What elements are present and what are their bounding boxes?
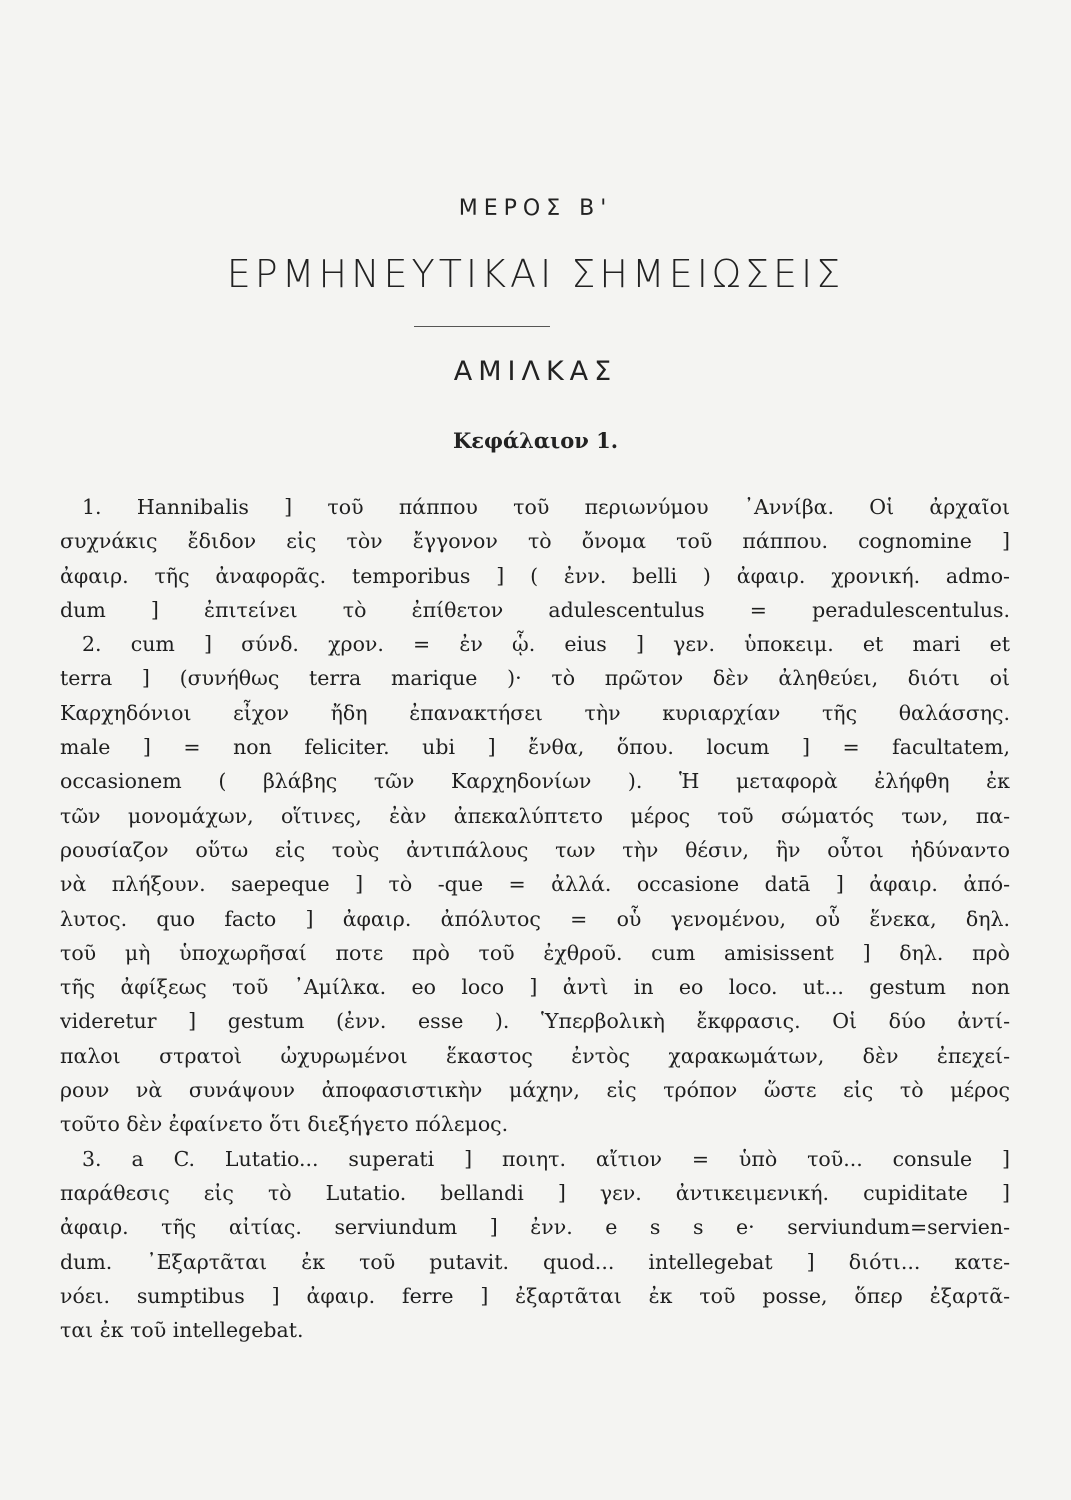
text-line: 2. cum ] σύνδ. χρον. = ἐν ᾧ. eius ] γεν. ὑποκειμ. et mari et [82, 632, 1010, 657]
title-divider [414, 326, 550, 327]
text-line: dum. ᾿Εξαρτᾶται ἐκ τοῦ putavit. quod... intellegebat ] διότι... κατε- [60, 1249, 1010, 1274]
text-line: συχνάκις ἔδιδον εἰς τὸν ἔγγονον τὸ ὄνομα τοῦ πάππου. cognomine ] [60, 529, 1010, 554]
text-line: ρουσίαζον οὕτω εἰς τοὺς ἀντιπάλους των τὴν θέσιν, ἣν οὗτοι ἠδύναντο [60, 837, 1010, 862]
text-line: τῶν μονομάχων, οἵτινες, ἐὰν ἀπεκαλύπτετο μέρος τοῦ σώματός των, πα- [60, 803, 1010, 828]
text-line: videretur ] gestum (ἐνν. esse ). Ὑπερβολικὴ ἔκφρασις. Οἱ δύο ἀντί- [60, 1009, 1010, 1034]
commentary-text [60, 490, 1010, 1347]
text-line: terra ] (συνήθως terra marique )· τὸ πρῶτον δὲν ἀληθεύει, διότι οἱ [60, 666, 1010, 691]
text-line: παράθεσις εἰς τὸ Lutatio. bellandi ] γεν. ἀντικειμενική. cupiditate ] [60, 1180, 1010, 1205]
text-line: λυτος. quo facto ] ἀφαιρ. ἀπόλυτος = οὗ γενομένου, οὗ ἕνεκα, δηλ. [60, 906, 1010, 931]
part-heading: ΜΕΡΟΣ Β' [458, 196, 613, 221]
text-line: παλοι στρατοὶ ὠχυρωμένοι ἕκαστος ἐντὸς χαρακωμάτων, δὲν ἐπεχεί- [60, 1043, 1010, 1068]
page-title: ΕΡΜΗΝΕΥΤΙΚΑΙ ΣΗΜΕΙΩΣΕΙΣ [226, 252, 845, 296]
text-line: ται ἐκ τοῦ intellegebat. [60, 1318, 304, 1343]
text-line: dum ] ἐπιτείνει τὸ ἐπίθετον adulescentulus = peradulescentulus. [60, 597, 1010, 622]
text-line: τοῦτο δὲν ἐφαίνετο ὅτι διεξήγετο πόλεμος. [60, 1112, 509, 1137]
text-line: Καρχηδόνιοι εἶχον ἤδη ἐπανακτήσει τὴν κυριαρχίαν τῆς θαλάσσης. [60, 700, 1010, 725]
text-line: νόει. sumptibus ] ἀφαιρ. ferre ] ἐξαρτᾶται ἐκ τοῦ posse, ὅπερ ἐξαρτᾶ- [60, 1283, 1010, 1308]
text-line: ἀφαιρ. τῆς αἰτίας. serviundum ] ἐνν. e s s e· serviundum=servien- [60, 1215, 1010, 1240]
text-line: τῆς ἀφίξεως τοῦ ᾿Αμίλκα. eo loco ] ἀντὶ in eo loco. ut... gestum non [60, 975, 1010, 1000]
text-line: 3. a C. Lutatio... superati ] ποιητ. αἴτιον = ὑπὸ τοῦ... consule ] [82, 1146, 1010, 1171]
text-line: ἀφαιρ. τῆς ἀναφορᾶς. temporibus ] ( ἐνν. belli ) ἀφαιρ. χρονική. admo- [60, 563, 1010, 588]
text-line: occasionem ( βλάβης τῶν Καρχηδονίων ). Ἡ μεταφορὰ ἐλήφθη ἐκ [60, 769, 1010, 794]
chapter-heading: Κεφάλαιον 1. [452, 428, 619, 453]
text-line: ρουν νὰ συνάψουν ἀποφασιστικὴν μάχην, εἰς τρόπον ὥστε εἰς τὸ μέρος [60, 1078, 1010, 1103]
text-line: νὰ πλήξουν. saepeque ] τὸ -que = ἀλλά. occasione datā ] ἀφαιρ. ἀπό- [60, 872, 1010, 897]
section-heading: ΑΜΙΛΚΑΣ [453, 356, 618, 387]
text-line: 1. Hannibalis ] τοῦ πάππου τοῦ περιωνύμου ᾿Αννίβα. Οἱ ἀρχαῖοι [82, 495, 1010, 519]
text-line: male ] = non feliciter. ubi ] ἔνθα, ὅπου. locum ] = facultatem, [60, 735, 1010, 760]
text-line: τοῦ μὴ ὑποχωρῆσαί ποτε πρὸ τοῦ ἐχθροῦ. cum amisissent ] δηλ. πρὸ [60, 940, 1010, 965]
